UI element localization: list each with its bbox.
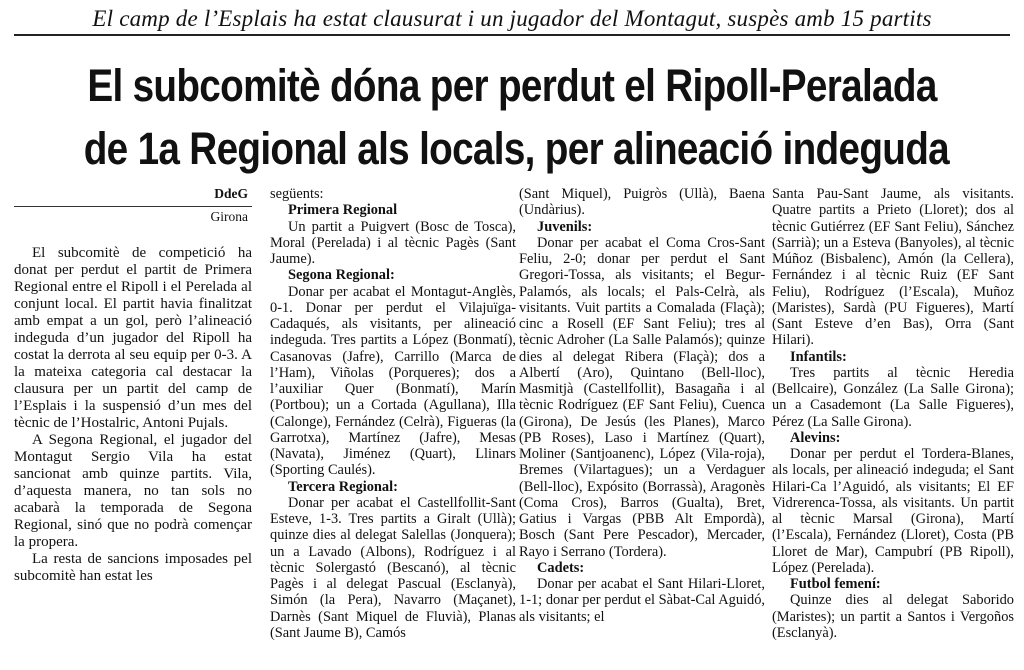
byline-author: DdeG bbox=[214, 186, 248, 201]
paragraph: (Sant Miquel), Puigròs (Ullà), Baena (Undàrius). bbox=[519, 186, 765, 219]
section-heading: Futbol femení: bbox=[790, 576, 881, 592]
paragraph: Donar per perdut el Tordera-Blanes, als locals, per alineació indeguda; el Sant Hilari-Ca l’Aguidó, als visitants; El EF Vidrerenca-Tossa, als visitants. Un partit al tècnic Marsal (Girona), Martí (l’Escala), Fernández (Lloret), Costa (PB Lloret de Mar), Campubrí (PB Ripoll), López (Perelada). bbox=[772, 446, 1014, 576]
column-3 bbox=[519, 186, 765, 670]
paragraph: Un partit a Puigvert (Bosc de Tosca), Moral (Perelada) i al tècnic Pagès (Sant Jaume). bbox=[270, 218, 516, 267]
paragraph: El subcomitè de competició ha donat per perdut el partit de Primera Regional entre el Ripoll i el Perelada al conjunt local. El partit havia finalitzat amb empat a un gol, però l’alineació indeguda d’un jugador del Ripoll ha costat la derrota al seu equip per 0-3. A la mateixa categoria cal destacar la clausura per un partit del camp de l’Esplais i la suspensió d’un mes del tècnic de l’Hostalric, Antoni Pujals. bbox=[14, 245, 252, 431]
section-heading: Primera Regional bbox=[288, 202, 398, 219]
section-heading: Juvenils: bbox=[537, 218, 593, 235]
paragraph: Donar per acabat el Castellfollit-Sant Esteve, 1-3. Tres partits a Giralt (Ullà); quinze dies al delegat Salellas (Jonquera); un a Lavado (Albons), Rodríguez i al tècnic Solergastó (Bescanó), al tècnic Pagès i al delegat Pascual (Esclanyà), Simón (la Pera), Navarro (Maçanet), Darnès (Sant Miquel de Fluvià), Planas (Sant Jaume B), Camós bbox=[270, 494, 516, 641]
paragraph: Donar per acabat el Sant Hilari-Lloret, 1-1; donar per perdut el Sàbat-Cal Aguidó, als visitants; el bbox=[519, 576, 765, 625]
byline-rule bbox=[14, 206, 252, 207]
paragraph: Tres partits al tècnic Heredia (Bellcaire), González (La Salle Girona); un a Casademont (La Salle Figueres), Pérez (La Salle Girona). bbox=[772, 364, 1014, 430]
paragraph: Donar per acabat el Montagut-Anglès, 0-1. Donar per perdut el Vilajuïga-Cadaqués, als visitants, per alineació indeguda. Tres partits a López (Bonmatí), Casanovas (Jafre), Carrillo (Marca de l’Ham), Viñolas (Porqueres); dos a l’auxiliar Quer (Bonmatí), Marín (Portbou); un a Cortada (Agullana), Illa (Calonge), Fernández (Celrà), Figueras (la Garrotxa), Martínez (Jafre), Mesas (Navata), Jiménez (Quart), Llinars (Sporting Caulés). bbox=[270, 283, 516, 479]
paragraph: Quinze dies al delegat Saborido (Maristes); un partit a Santos i Vergoños (Esclanyà). bbox=[772, 592, 1014, 641]
byline-place: Girona bbox=[210, 209, 248, 224]
column-4 bbox=[772, 186, 1014, 670]
kicker: El camp de l’Esplais ha estat clausurat i un jugador del Montagut, suspès amb 15 partits bbox=[14, 4, 1010, 36]
column-2 bbox=[270, 186, 516, 670]
paragraph: Donar per acabat el Coma Cros-Sant Feliu, 2-0; donar per perdut el Sant Gregori-Tossa, als visitants; el Begur-Palamós, als locals; el Pals-Celrà, als visitants. Vuit partits a Comalada (Flaçà); cinc a Rosell (EF Sant Feliu); tres al tècnic Adroher (La Salle Palamós); quinze dies al delegat Ribera (Flaçà); dos a Albertí (Aro), Quintano (Bell-lloc), Masmitjà (Castellfollit), Basagaña i al tècnic Rodríguez (EF Sant Feliu), Cuenca (Girona), De Jesús (les Planes), Marco (PB Roses), Laso i Martínez (Quart), Moliner (Santjoanenc), López (Vila-roja), Bremes (Vilartagues); un a Verdaguer (Bell-lloc), Expósito (Borrassà), Aragonès (Coma Cros), Barros (Gualta), Bret, Gatius i Vargas (PBB Alt Empordà), Bosch (Sant Pere Pescador), Mercader, Rayo i Serrano (Tordera). bbox=[519, 234, 765, 560]
headline-line-2: de 1a Regional als locals, per alineació indeguda bbox=[83, 123, 950, 174]
paragraph: següents: bbox=[270, 186, 324, 202]
section-heading: Segona Regional: bbox=[288, 267, 395, 284]
section-heading: Infantils: bbox=[790, 348, 847, 365]
column-1 bbox=[14, 186, 252, 670]
paragraph: A Segona Regional, el jugador del Montagut Sergio Vila ha estat sancionat amb quinze partits. Vila, d’aquesta manera, no tan sols no acabarà la temporada de Segona Regional, sinó que no podrà començar la propera. bbox=[14, 432, 252, 550]
headline bbox=[83, 54, 950, 180]
headline-line-1: El subcomitè dóna per perdut el Ripoll-Peralada bbox=[87, 60, 937, 111]
paragraph: Santa Pau-Sant Jaume, als visitants. Quatre partits a Prieto (Lloret); dos al tècnic Gutiérrez (EF Sant Feliu), Sánchez (Sarrià); un a Esteva (Banyoles), al tècnic Múñoz (Bisbalenc), Amón (la Cellera), Fernández i al tècnic Ruiz (EF Sant Feliu), Rodríguez (l’Escala), Muñoz (Maristes), Sardà (PU Figueres), Martí (Sant Esteve d’en Bas), Orra (Sant Hilari). bbox=[772, 186, 1014, 349]
paragraph: La resta de sancions imposades pel subcomitè han estat les bbox=[14, 551, 252, 584]
section-heading: Cadets: bbox=[537, 559, 585, 576]
section-heading: Alevins: bbox=[790, 429, 841, 446]
section-heading: Tercera Regional: bbox=[288, 478, 398, 495]
